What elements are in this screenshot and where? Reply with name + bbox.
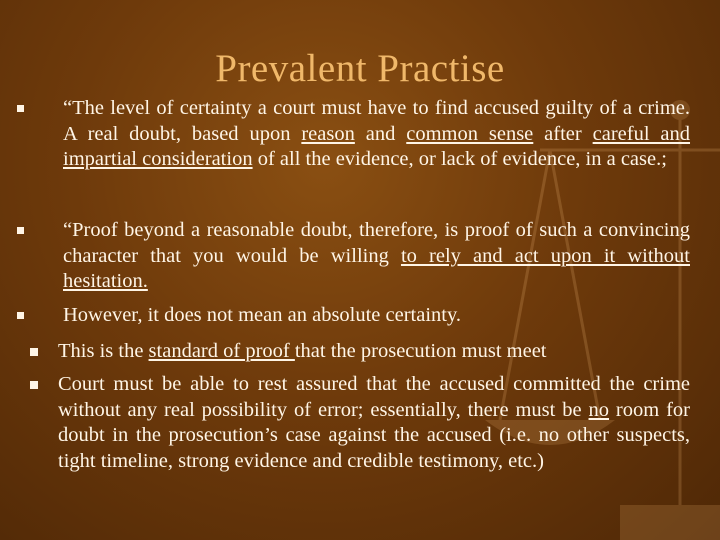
underlined-text: reason bbox=[301, 122, 355, 145]
text-segment: However, it does not mean an absolute certainty. bbox=[63, 304, 462, 326]
bullet-text bbox=[63, 96, 690, 173]
underlined-text: common sense bbox=[406, 122, 534, 145]
slide-title: Prevalent Practise bbox=[215, 47, 505, 90]
text-segment: of all the evidence, or lack of evidence, in a case.; bbox=[252, 148, 667, 170]
text-segment: Court must be able to rest assured that the accused committed the crime without any real possibility of error; essentially, there must be bbox=[58, 373, 690, 421]
text-segment: and bbox=[354, 122, 407, 145]
underlined-text: standard of proof bbox=[148, 340, 295, 362]
bullet-item bbox=[63, 303, 690, 329]
text-segment: room for doubt in the prosecution’s case against the accused (i.e. no other suspects, tight timeline, strong evidence and credible testimony, etc.) bbox=[58, 398, 690, 472]
text-segment: “The level of certainty a court must have to find accused guilty of a crime. A real doubt, based upon bbox=[63, 97, 690, 145]
bullet-item bbox=[63, 96, 690, 173]
bullet-item bbox=[58, 372, 690, 474]
underlined-text: careful and impartial consideration bbox=[63, 122, 691, 170]
bullet-item bbox=[58, 339, 690, 365]
bullet-text bbox=[63, 218, 690, 295]
underlined-text: to rely and act upon it without hesitation. bbox=[63, 244, 690, 292]
bullet-text bbox=[58, 339, 690, 365]
square-bullet-icon bbox=[30, 348, 38, 356]
text-segment: after bbox=[533, 122, 593, 145]
square-bullet-icon bbox=[30, 381, 38, 389]
square-bullet-icon bbox=[17, 312, 24, 319]
square-bullet-icon bbox=[17, 227, 24, 234]
bullet-text bbox=[58, 372, 690, 474]
square-bullet-icon bbox=[17, 105, 24, 112]
text-segment: This is the bbox=[58, 340, 149, 362]
text-segment: “Proof beyond a reasonable doubt, therefore, is proof of such a convincing character that you would be willing bbox=[63, 219, 690, 267]
bullet-text bbox=[63, 303, 690, 329]
bullet-item bbox=[63, 218, 690, 295]
bullet-list bbox=[0, 96, 720, 526]
underlined-text: no bbox=[588, 398, 610, 421]
text-segment: that the prosecution must meet bbox=[294, 340, 547, 362]
